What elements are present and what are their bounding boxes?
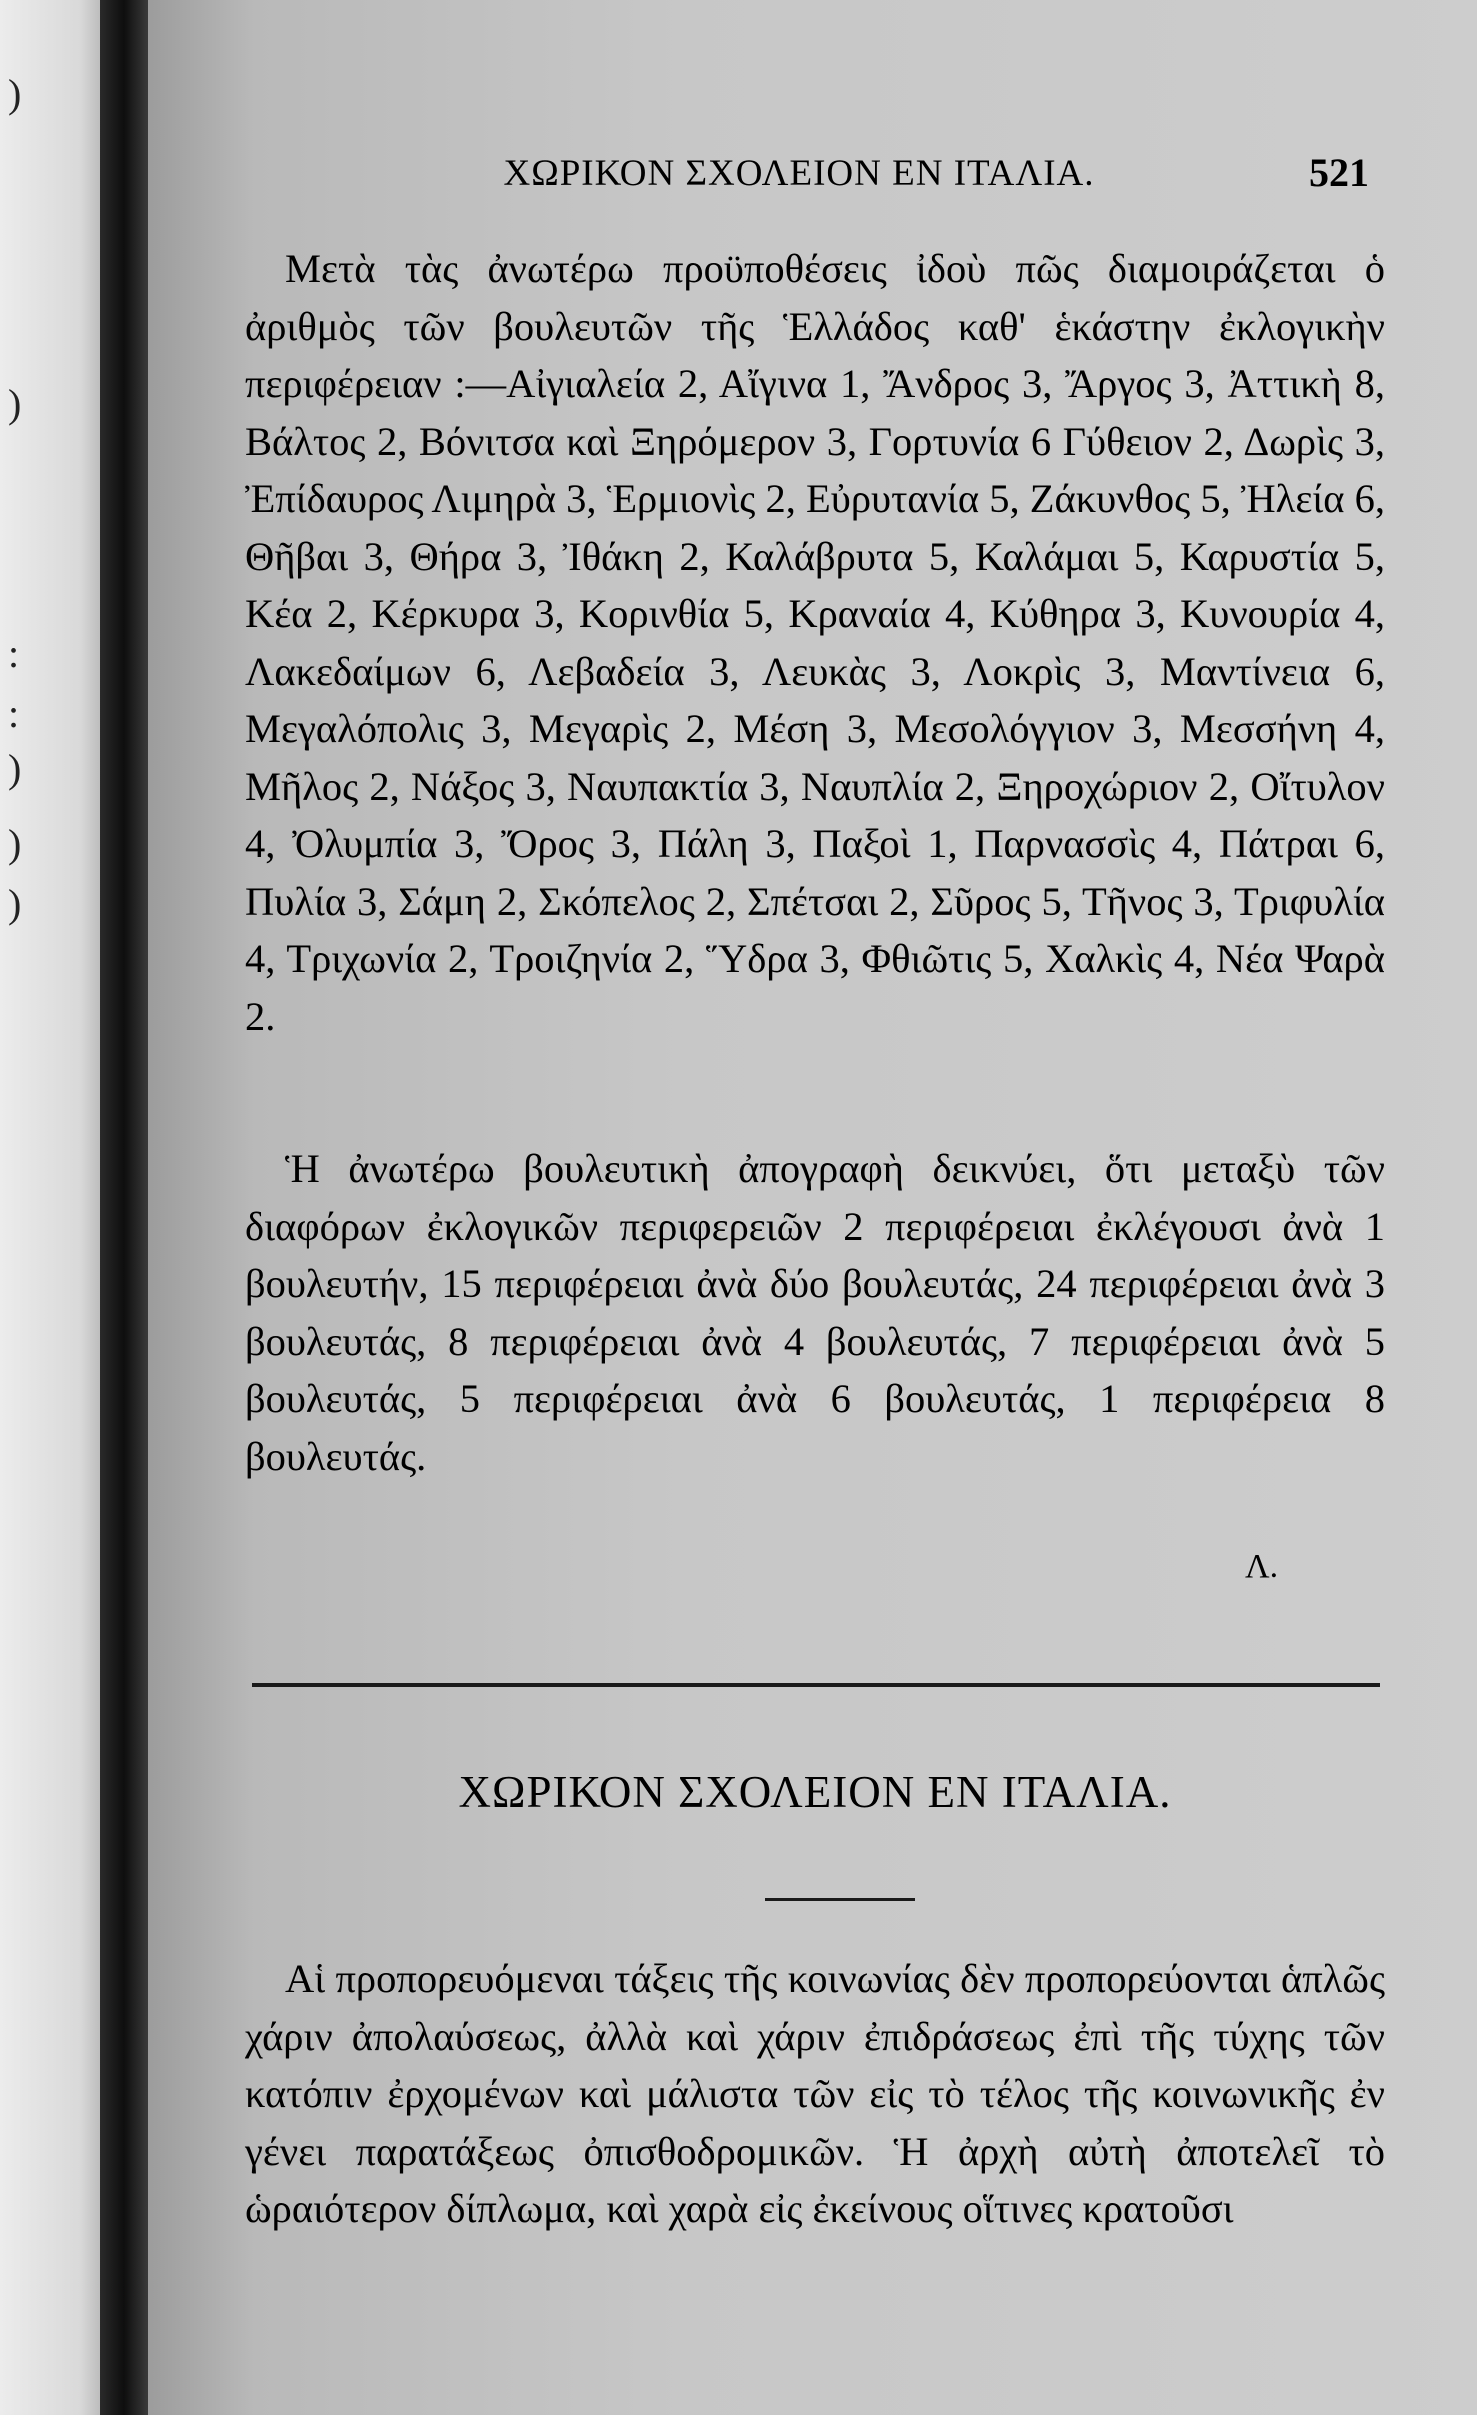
running-header <box>349 152 1379 202</box>
margin-mark: : <box>8 691 20 736</box>
section-divider <box>252 1683 1380 1687</box>
section-title: ΧΩΡΙΚΟΝ ΣΧΟΛΕΙΟΝ ΕΝ ΙΤΑΛΙΑ. <box>458 1767 1172 1817</box>
page-number: 521 <box>1309 150 1369 195</box>
running-title: ΧΩΡΙΚΟΝ ΣΧΟΛΕΙΟΝ ΕΝ ΙΤΑΛΙΑ. <box>503 153 1095 194</box>
margin-mark: ) <box>8 381 22 426</box>
article-paragraph: Μετὰ τὰς ἀνωτέρω προϋποθέσεις ἰδοὺ πῶς διαμοιράζεται ὁ ἀριθμὸς τῶν βουλευτῶν τῆς Ἑλλάδος καθ' ἑκάστην ἐκλογικὴν περιφέρειαν :—Αἰγιαλεία 2, Αἴγινα 1, Ἄνδρος 3, Ἄργος 3, Ἀττικὴ 8, Βάλτος 2, Βόνιτσα καὶ Ξηρόμερον 3, Γορτυνία 6 Γύθειον 2, Δωρὶς 3, Ἐπίδαυρος Λιμηρὰ 3, Ἑρμιονὶς 2, Εὐρυτανία 5, Ζάκυνθος 5, Ἠλεία 6, Θῆβαι 3, Θήρα 3, Ἰθάκη 2, Καλάβρυτα 5, Καλάμαι 5, Καρυστία 5, Κέα 2, Κέρκυρα 3, Κορινθία 5, Κραναία 4, Κύθηρα 3, Κυνουρία 4, Λακεδαίμων 6, Λεβαδεία 3, Λευκὰς 3, Λοκρὶς 3, Μαντίνεια 6, Μεγαλόπολις 3, Μεγαρὶς 2, Μέση 3, Μεσολόγγιον 3, Μεσσήνη 4, Μῆλος 2, Νάξος 3, Ναυπακτία 3, Ναυπλία 2, Ξηροχώριον 2, Οἴτυλον 4, Ὀλυμπία 3, Ὄρος 3, Πάλη 3, Παξοὶ 1, Παρνασσὶς 4, Πάτραι 6, Πυλία 3, Σάμη 2, Σκόπελος 2, Σπέτσαι 2, Σῦρος 5, Τῆνος 3, Τριφυλία 4, Τριχωνία 2, Τροιζηνία 2, Ὕδρα 3, Φθιῶτις 5, Χαλκὶς 4, Νέα Ψαρὰ 2. <box>245 246 1385 1039</box>
margin-mark: ) <box>8 746 22 791</box>
margin-mark: ) <box>8 821 22 866</box>
article-paragraph: Αἱ προπορευόμεναι τάξεις τῆς κοινωνίας δὲν προπορεύονται ἁπλῶς χάριν ἀπολαύσεως, ἀλλὰ καὶ χάριν ἐπιδράσεως ἐπὶ τῆς τύχης τῶν κατόπιν ἐρχομένων καὶ μάλιστα τῶν εἰς τὸ τέλος τῆς κοινωνικῆς ἐν γένει παρατάξεως ὀπισθοδρομικῶν. Ἡ ἀρχὴ αὐτὴ ἀποτελεῖ τὸ ὡραιότερον δίπλωμα, καὶ χαρὰ εἰς ἐκείνους οἵτινες κρατοῦσι <box>245 1956 1385 2231</box>
margin-mark: ) <box>8 881 22 926</box>
margin-mark: ) <box>8 71 22 116</box>
margin-mark: : <box>8 631 20 676</box>
author-initial: Λ. <box>1245 1548 1279 1585</box>
title-underline <box>765 1898 915 1901</box>
article-paragraph: Ἡ ἀνωτέρω βουλευτικὴ ἀπογραφὴ δεικνύει, ὅτι μεταξὺ τῶν διαφόρων ἐκλογικῶν περιφερειῶν 2 περιφέρειαι ἐκλέγουσι ἀνὰ 1 βουλευτήν, 15 περιφέρειαι ἀνὰ δύο βουλευτάς, 24 περιφέρειαι ἀνὰ 3 βουλευτάς, 8 περιφέρειαι ἀνὰ 4 βουλευτάς, 7 περιφέρειαι ἀνὰ 5 βουλευτάς, 5 περιφέρειαι ἀνὰ 6 βουλευτάς, 1 περιφέρεια 8 βουλευτάς. <box>245 1146 1385 1479</box>
